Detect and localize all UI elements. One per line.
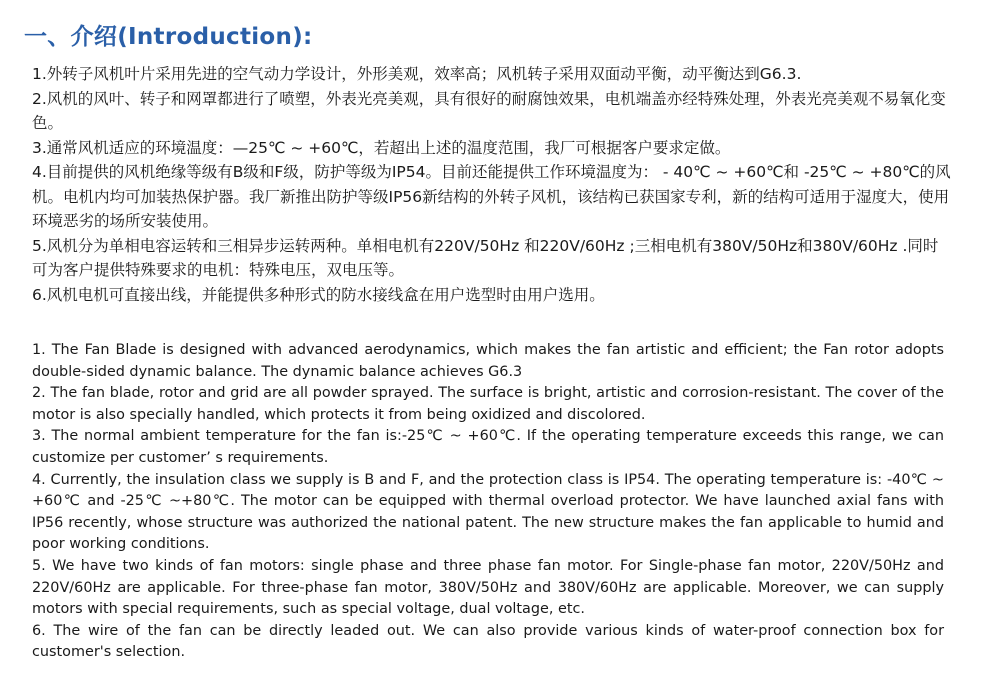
en-item-5: 5. We have two kinds of fan motors: single phase and three phase fan motor. For Single-phase fan motor, 220V/50Hz and 220V/60Hz are applicable. For three-phase fan motor, 380V/50Hz and 380V/60Hz are applicable. Moreover, we can supply motors with special requirements, such as special voltage, dual voltage, etc. [32, 557, 944, 618]
section-heading: 一、介绍(Introduction): [24, 24, 313, 50]
zh-item-2: 2.风机的风叶、转子和网罩都进行了喷塑，外表光亮美观，具有很好的耐腐蚀效果，电机端盖亦经特殊处理，外表光亮美观不易氧化变色。 [32, 89, 946, 132]
en-item-3: 3. The normal ambient temperature for the fan is:-25℃ ~ +60℃. If the operating temperature exceeds this range, we can customize per customer’ s requirements. [32, 428, 944, 466]
zh-item-5: 5.风机分为单相电容运转和三相异步运转两种。单相电机有220V/50Hz 和220V/60Hz ;三相电机有380V/50Hz和380V/60Hz .同时可为客户提供特殊要求的电机：特殊电压，双电压等。 [32, 236, 939, 279]
zh-item-3: 3.通常风机适应的环境温度：—25℃ ~ +60℃，若超出上述的温度范围，我厂可根据客户要求定做。 [32, 138, 731, 157]
en-item-1: 1. The Fan Blade is designed with advanced aerodynamics, which makes the fan artistic and efficient; the Fan rotor adopts double-sided dynamic balance. The dynamic balance achieves G6.3 [32, 342, 944, 380]
en-item-4: 4. Currently, the insulation class we supply is B and F, and the protection class is IP54. The operating temperature is: -40℃ ~ +60℃ and -25℃ ~+80℃. The motor can be equipped with thermal overload protector. We have launched axial fans with IP56 recently, whose structure was authorized the national patent. The new structure makes the fan applicable to humid and poor working conditions. [32, 471, 944, 553]
en-item-2: 2. The fan blade, rotor and grid are all powder sprayed. The surface is bright, artistic and corrosion-resistant. The cover of the motor is also specially handled, which protects it from being oxidized and discolored. [32, 385, 944, 423]
zh-item-6: 6.风机电机可直接出线，并能提供多种形式的防水接线盒在用户选型时由用户选用。 [32, 285, 605, 304]
english-description [32, 340, 944, 664]
chinese-description [32, 62, 952, 307]
en-item-6: 6. The wire of the fan can be directly leaded out. We can also provide various kinds of water-proof connection box for customer's selection. [32, 622, 944, 661]
zh-item-1: 1.外转子风机叶片采用先进的空气动力学设计，外形美观，效率高；风机转子采用双面动平衡，动平衡达到G6.3. [32, 65, 802, 83]
zh-item-4: 4.目前提供的风机绝缘等级有B级和F级，防护等级为IP54。目前还能提供工作环境温度为： - 40℃ ~ +60℃和 -25℃ ~ +80℃的风机。电机内均可加装热保护器。我厂新推出防护等级IP56新结构的外转子风机，该结构已获国家专利，新的结构可适用于湿度大，使用环境恶劣的场所安装使用。 [32, 163, 951, 230]
